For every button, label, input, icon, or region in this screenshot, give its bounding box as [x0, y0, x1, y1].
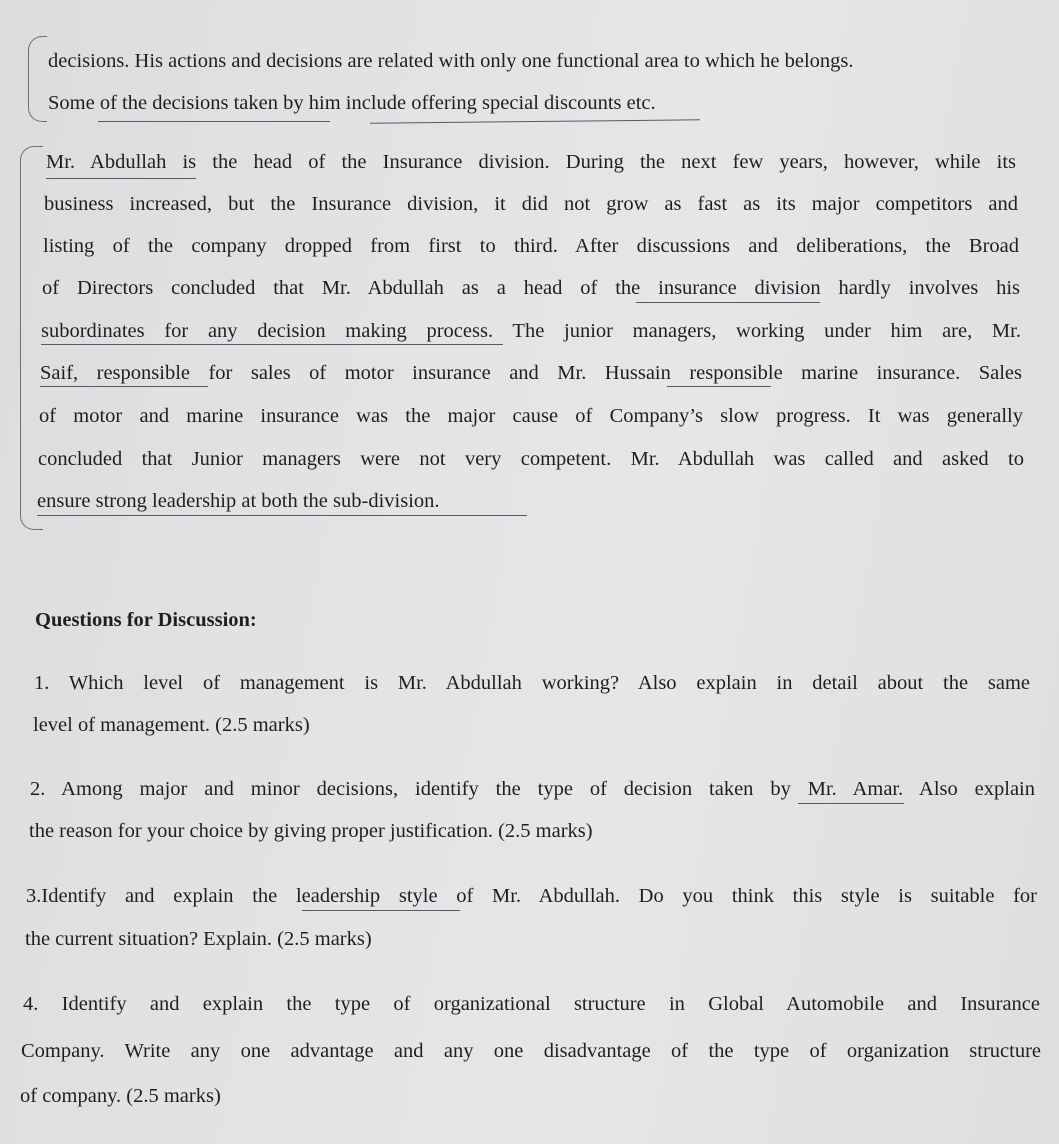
handwritten-underline-6: [40, 386, 208, 387]
question-2-line-2: the reason for your choice by giving proper justification. (2.5 marks): [29, 820, 593, 842]
margin-bracket-paragraph-2: [20, 146, 43, 530]
handwritten-underline-2: [370, 119, 700, 123]
question-2-line-1: 2. Among major and minor decisions, identify the type of decision taken by Mr. Amar. Also explain: [30, 778, 1035, 800]
question-1-line-2: level of management. (2.5 marks): [33, 714, 310, 736]
question-4-line-3: of company. (2.5 marks): [20, 1085, 221, 1107]
paragraph-2-line-5: subordinates for any decision making process. The junior managers, working under him are, Mr.: [41, 320, 1021, 342]
paragraph-2-line-6: Saif, responsible for sales of motor insurance and Mr. Hussain responsible marine insurance. Sales: [40, 362, 1022, 384]
question-3-line-1: 3.Identify and explain the leadership style of Mr. Abdullah. Do you think this style is suitable for: [26, 885, 1037, 907]
paragraph-2-line-4: of Directors concluded that Mr. Abdullah as a head of the insurance division hardly involves his: [42, 277, 1020, 299]
question-3-line-2: the current situation? Explain. (2.5 marks): [25, 928, 372, 950]
questions-heading: Questions for Discussion:: [35, 609, 257, 631]
handwritten-underline-3: [46, 178, 196, 179]
handwritten-underline-10: [302, 910, 460, 911]
handwritten-underline-5: [41, 344, 503, 345]
margin-bracket-paragraph-1: [28, 36, 47, 122]
handwritten-underline-8: [37, 515, 527, 516]
paragraph-2-line-9: ensure strong leadership at both the sub-division.: [37, 490, 440, 512]
paragraph-1-line-1: decisions. His actions and decisions are related with only one functional area to which he belongs.: [48, 50, 854, 72]
paragraph-2-line-1: Mr. Abdullah is the head of the Insurance division. During the next few years, however, while its: [46, 151, 1016, 173]
paragraph-1-line-2: Some of the decisions taken by him include offering special discounts etc.: [48, 92, 656, 114]
paragraph-2-line-3: listing of the company dropped from first to third. After discussions and deliberations, the Broad: [43, 235, 1019, 257]
handwritten-underline-7: [667, 386, 771, 387]
paragraph-2-line-8: concluded that Junior managers were not very competent. Mr. Abdullah was called and asked to: [38, 448, 1024, 470]
handwritten-underline-4: [636, 302, 820, 303]
question-4-line-1: 4. Identify and explain the type of organizational structure in Global Automobile and Insurance: [23, 993, 1040, 1015]
handwritten-underline-1: [98, 121, 330, 122]
question-1-line-1: 1. Which level of management is Mr. Abdullah working? Also explain in detail about the same: [34, 672, 1030, 694]
question-4-line-2: Company. Write any one advantage and any one disadvantage of the type of organization structure: [21, 1040, 1041, 1062]
paragraph-2-line-7: of motor and marine insurance was the major cause of Company’s slow progress. It was generally: [39, 405, 1023, 427]
handwritten-underline-9: [798, 803, 904, 804]
paragraph-2-line-2: business increased, but the Insurance division, it did not grow as fast as its major competitors and: [44, 193, 1018, 215]
